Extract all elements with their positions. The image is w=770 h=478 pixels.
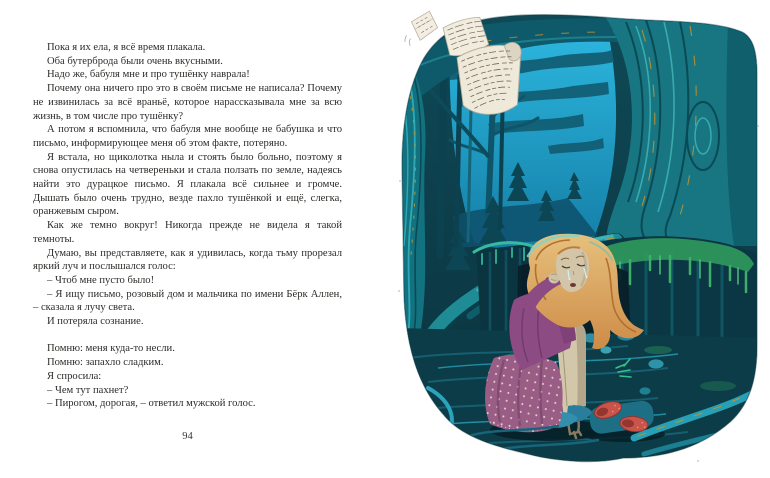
paragraph: Думаю, вы представляете, как я удивилась, когда тьму прорезал яркий луч и послышался голос: (33, 247, 342, 273)
paragraph: – Я ищу письмо, розовый дом и мальчика по имени Бёрк Аллен, – сказала я лучу света. (33, 288, 342, 314)
letter-page-small (399, 10, 440, 47)
paragraph: – Чтоб мне пусто было! (47, 274, 155, 286)
paragraph: Помню: меня куда-то несли. (47, 343, 175, 355)
right-page (398, 6, 760, 464)
paragraph: – Чем тут пахнет? (47, 384, 129, 396)
paragraph: Я спросила: (47, 370, 102, 382)
page-number: 94 (182, 431, 193, 442)
paragraph: А потом я вспомнила, что бабуля мне вообще не бабушка и что письмо, информирующее меня об этом факте, потеряно. (33, 124, 342, 149)
paragraph: Надо же, бабуля мне и про тушёнку наврала! (47, 69, 250, 81)
paragraph: Помню: запахло сладким. (47, 357, 164, 369)
paragraph: Оба бутерброда были очень вкусными. (47, 55, 223, 67)
body-text (33, 41, 342, 411)
paragraph: Почему она ничего про это в своём письме не написала? Почему не извинилась за всё враньё, которое нарассказывала мне за всю жизнь, в том числе про тушёнку? (33, 83, 342, 122)
paragraph: И потеряла сознание. (47, 316, 144, 328)
forest-illustration (398, 6, 760, 464)
paragraph: Как же темно вокруг! Никогда прежде не видела я такой темноты. (33, 220, 342, 245)
letter-page-large (456, 42, 526, 117)
paragraph: – Пирогом, дорогая, – ответил мужской голос. (47, 398, 256, 410)
paragraph: Пока я их ела, я всё время плакала. (47, 42, 206, 53)
paragraph: Я встала, но щиколотка ныла и стоять было больно, поэтому я снова опустилась на четвереньки и стала ползать по земле, надеясь найти это дурацкое письмо. Я плакала всё сильнее и громче. Дышать было очень трудно, везде пахло тушёнкой и ещё, слегка, оранжевым сыром. (33, 151, 342, 218)
